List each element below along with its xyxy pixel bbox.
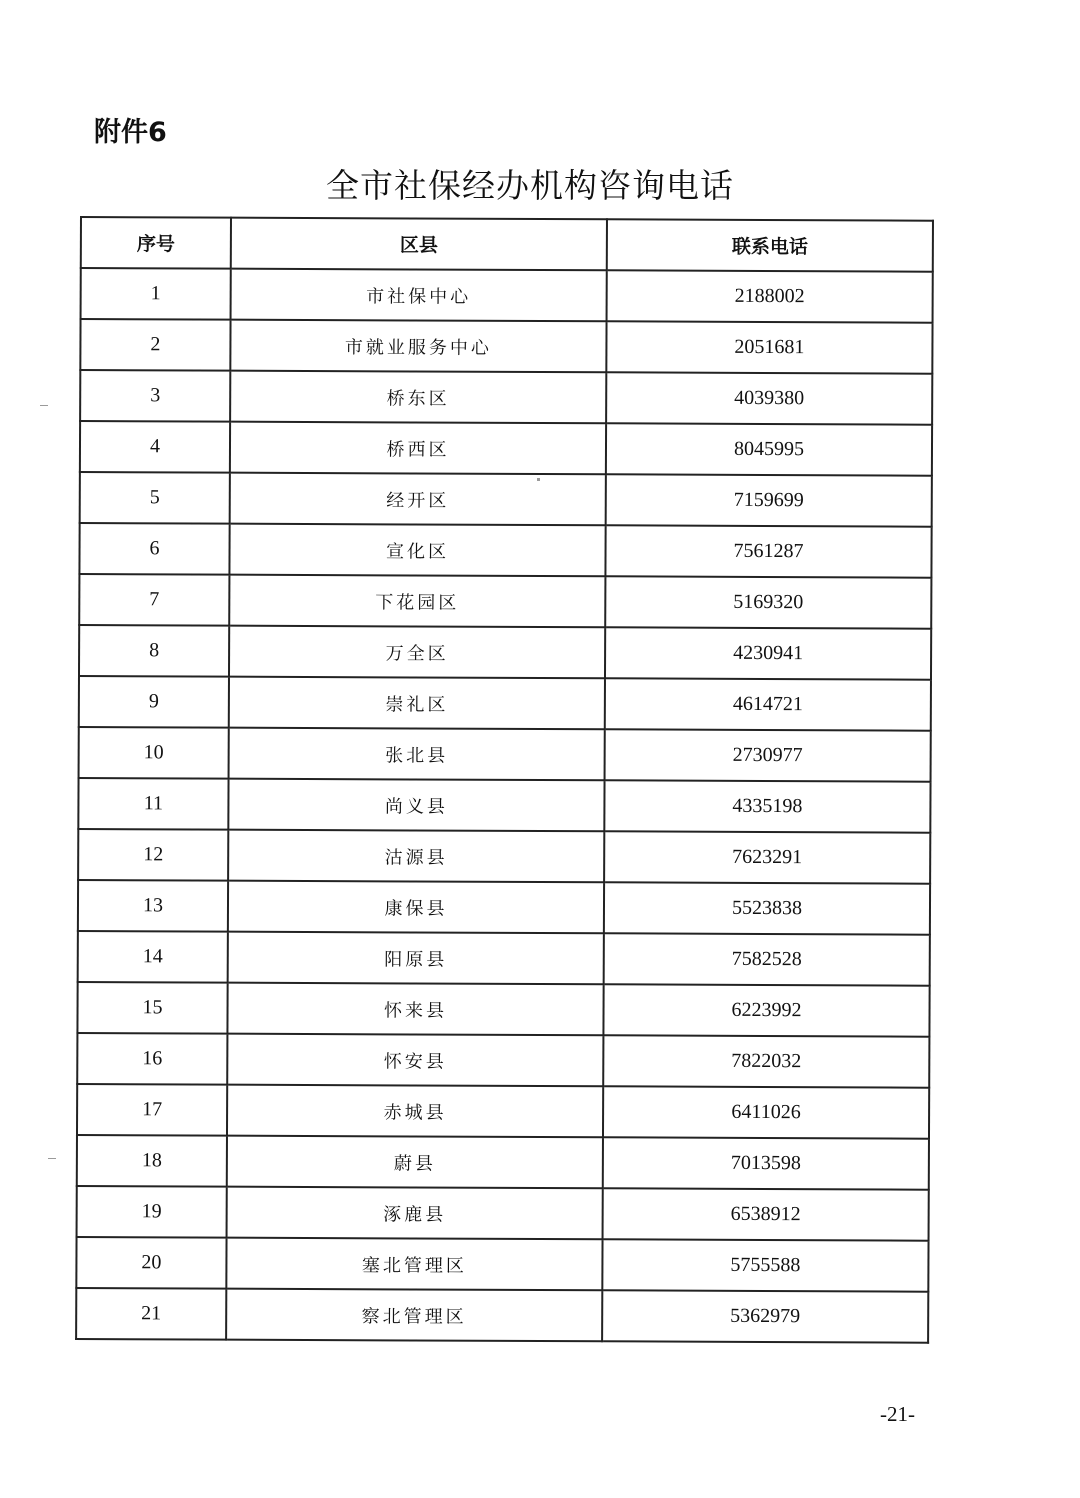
district-cell: 康保县: [228, 881, 604, 934]
district-cell: 怀安县: [227, 1034, 603, 1087]
district-cell: 沽源县: [228, 830, 604, 883]
district-cell: 怀来县: [227, 983, 603, 1036]
phone-cell: 5169320: [605, 576, 931, 628]
table-row: [76, 1288, 928, 1343]
district-cell: 万全区: [229, 626, 605, 679]
phone-cell: 7013598: [603, 1137, 929, 1189]
phone-cell: 4230941: [605, 627, 931, 679]
table-row: [76, 1237, 928, 1292]
seq-cell: 4: [80, 421, 230, 473]
table-row: [79, 523, 931, 578]
seq-cell: 10: [79, 727, 229, 779]
table-row: [78, 931, 930, 986]
column-header-phone: 联系电话: [607, 219, 933, 271]
table-row: [80, 319, 932, 374]
seq-cell: 18: [77, 1135, 227, 1187]
attachment-label: 附件6: [94, 117, 167, 148]
scan-mark: [48, 1158, 56, 1159]
district-cell: 下花园区: [229, 575, 605, 628]
phone-cell: 6411026: [603, 1086, 929, 1138]
table-row: [79, 574, 931, 629]
scan-mark: [40, 405, 48, 406]
district-cell: 尚义县: [228, 779, 604, 832]
district-cell: 涿鹿县: [227, 1187, 603, 1240]
district-cell: 崇礼区: [229, 677, 605, 730]
seq-cell: 6: [79, 523, 229, 575]
phone-cell: 4614721: [605, 678, 931, 730]
phone-cell: 7822032: [603, 1035, 929, 1087]
phone-cell: 2051681: [606, 321, 932, 373]
seq-cell: 20: [76, 1237, 226, 1289]
table-header-row: [81, 217, 933, 272]
seq-cell: 15: [77, 982, 227, 1034]
table-row: [79, 676, 931, 731]
phone-cell: 4039380: [606, 372, 932, 424]
phone-cell: 5755588: [602, 1239, 928, 1291]
page-title: 全市社保经办机构咨询电话: [326, 166, 734, 205]
seq-cell: 14: [78, 931, 228, 983]
table-row: [80, 472, 932, 527]
phone-cell: 5362979: [602, 1290, 928, 1342]
table-row: [77, 1186, 929, 1241]
seq-cell: 1: [81, 268, 231, 320]
seq-cell: 11: [78, 778, 228, 830]
page-number: -21-: [880, 1402, 915, 1426]
district-cell: 经开区: [230, 473, 606, 526]
district-cell: 赤城县: [227, 1085, 603, 1138]
phone-cell: 2188002: [607, 270, 933, 322]
table-body: [76, 268, 933, 1343]
seq-cell: 16: [77, 1033, 227, 1085]
phone-cell: 8045995: [606, 423, 932, 475]
contact-table-container: [75, 216, 932, 1344]
table-row: [77, 982, 929, 1037]
seq-cell: 5: [80, 472, 230, 524]
table-row: [79, 625, 931, 680]
seq-cell: 21: [76, 1288, 226, 1340]
district-cell: 市社保中心: [231, 269, 607, 322]
phone-cell: 7159699: [606, 474, 932, 526]
phone-cell: 7582528: [604, 933, 930, 985]
district-cell: 宣化区: [229, 524, 605, 577]
contact-table: [75, 216, 934, 1344]
seq-cell: 13: [78, 880, 228, 932]
seq-cell: 19: [77, 1186, 227, 1238]
phone-cell: 7623291: [604, 831, 930, 883]
table-row: [77, 1033, 929, 1088]
seq-cell: 8: [79, 625, 229, 677]
table-row: [80, 370, 932, 425]
table-row: [78, 778, 930, 833]
district-cell: 蔚县: [227, 1136, 603, 1189]
table-row: [77, 1084, 929, 1139]
table-row: [78, 829, 930, 884]
district-cell: 察北管理区: [226, 1289, 602, 1342]
phone-cell: 7561287: [605, 525, 931, 577]
phone-cell: 6223992: [603, 984, 929, 1036]
district-cell: 市就业服务中心: [230, 320, 606, 373]
phone-cell: 2730977: [605, 729, 931, 781]
seq-cell: 2: [80, 319, 230, 371]
table-row: [77, 1135, 929, 1190]
table-row: [81, 268, 933, 323]
table-row: [80, 421, 932, 476]
table-row: [78, 880, 930, 935]
district-cell: 桥西区: [230, 422, 606, 475]
district-cell: 桥东区: [230, 371, 606, 424]
column-header-seq: 序号: [81, 217, 231, 269]
phone-cell: 6538912: [603, 1188, 929, 1240]
seq-cell: 9: [79, 676, 229, 728]
table-row: [79, 727, 931, 782]
district-cell: 塞北管理区: [226, 1238, 602, 1291]
phone-cell: 5523838: [604, 882, 930, 934]
district-cell: 张北县: [229, 728, 605, 781]
district-cell: 阳原县: [228, 932, 604, 985]
seq-cell: 3: [80, 370, 230, 422]
column-header-district: 区县: [231, 218, 607, 271]
scan-mark: [537, 478, 540, 481]
seq-cell: 17: [77, 1084, 227, 1136]
phone-cell: 4335198: [604, 780, 930, 832]
seq-cell: 7: [79, 574, 229, 626]
seq-cell: 12: [78, 829, 228, 881]
